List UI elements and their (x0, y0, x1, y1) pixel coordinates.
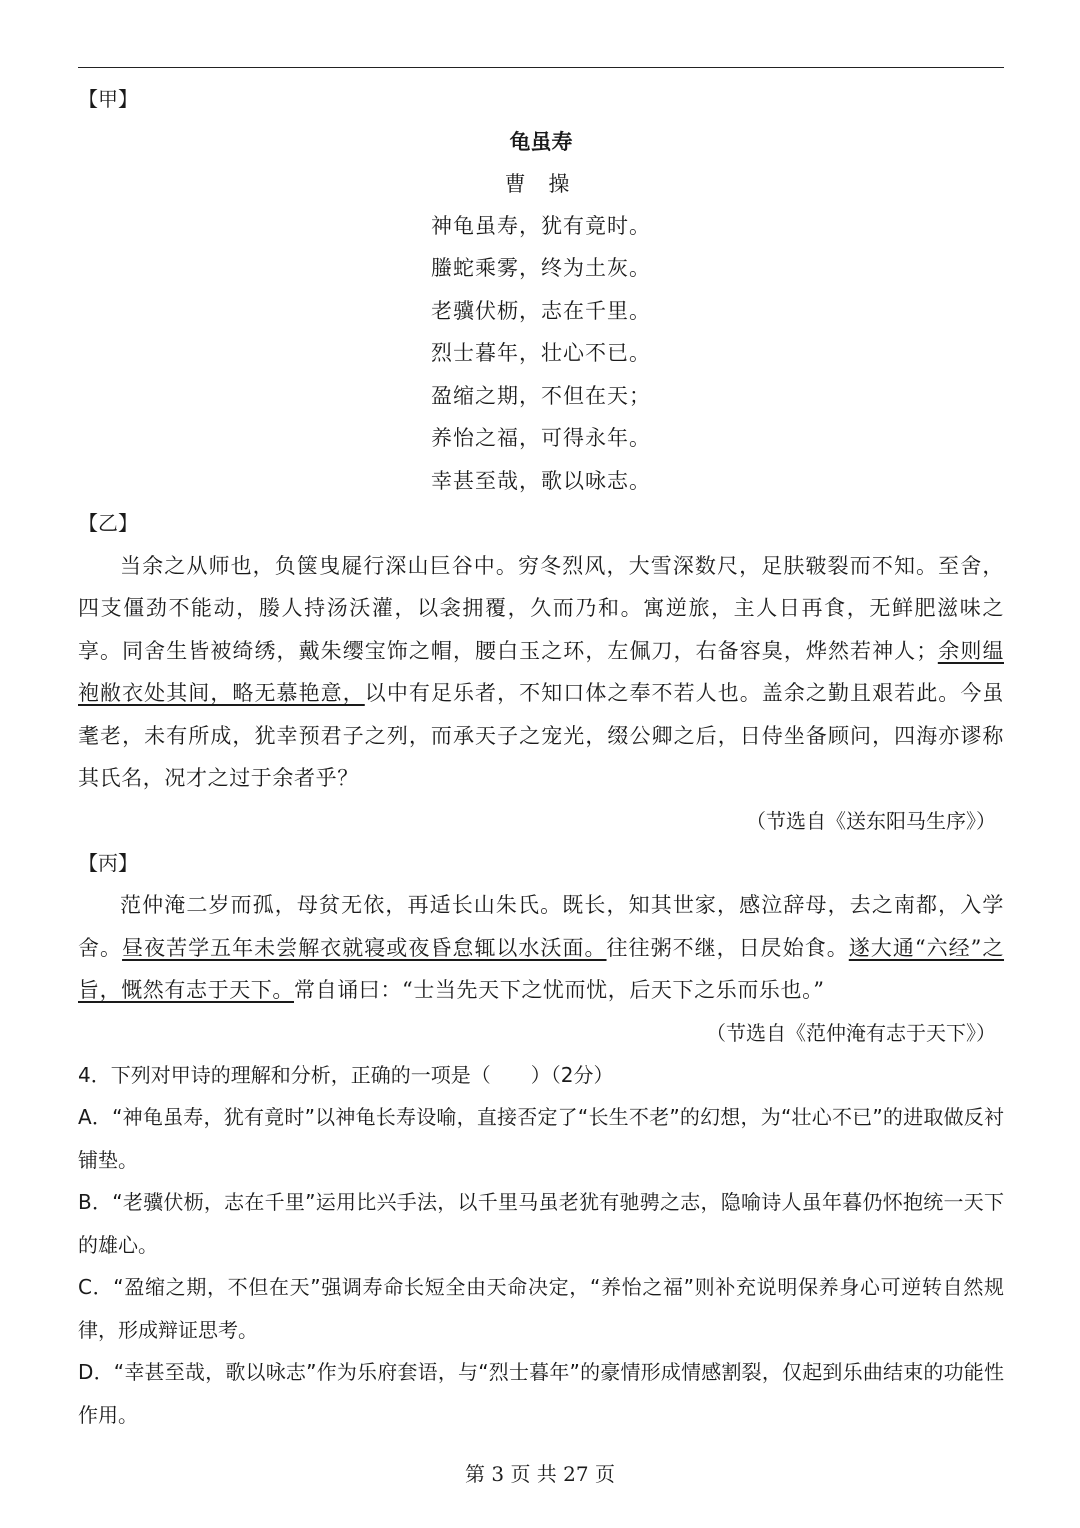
question-option-d: D．“幸甚至哉，歌以咏志”作为乐府套语，与“烈士暮年”的豪情形成情感割裂，仅起到乐曲结束的功能性作用。 (78, 1360, 1004, 1427)
passage-bing-text-mid: 往往粥不继，日昃始食。 (606, 935, 849, 960)
passage-yi-underlined: 余则缊袍敝衣处其间，略无慕艳意， (78, 638, 1004, 705)
header-rule (78, 67, 1004, 68)
section-bing-label: 【丙】 (78, 850, 138, 875)
passage-bing-text-rest: 常自诵曰：“士当先天下之忧而忧，后天下之乐而乐也。” (294, 978, 825, 1002)
poem-line: 螣蛇乘雾，终为土灰。 (431, 256, 651, 280)
question-stem: 4．下列对甲诗的理解和分析，正确的一项是（ ）（2分） (78, 1062, 614, 1087)
poem-line: 幸甚至哉，歌以咏志。 (431, 468, 651, 493)
passage-bing-underlined-1: 昼夜苦学五年未尝解衣就寝或夜昏怠辄以水沃面。 (122, 935, 607, 960)
passage-yi-text-rest: 以中有足乐者，不知口体之奉不若人也。盖余之勤且艰若此。今虽耄老，未有所成，犹幸预君子之列，而承天子之宠光，缀公卿之后，日侍坐备顾问，四海亦谬称其氏名，况才之过于余者乎？ (78, 681, 1004, 790)
page-number: 第 3 页 共 27 页 (465, 1462, 615, 1486)
source-bing: （节选自《范仲淹有志于天下》） (706, 1020, 996, 1045)
passage-bing (78, 884, 1004, 1012)
passage-bing-text: 范仲淹二岁而孤，母贫无依，再适长山朱氏。既长，知其世家，感泣辞母，去之南都，入学舍。 (78, 893, 1004, 960)
poem-line: 神龟虽寿，犹有竟时。 (431, 213, 651, 238)
question-option-a: A．“神龟虽寿，犹有竟时”以神龟长寿设喻，直接否定了“长生不老”的幻想，为“壮心不已”的进取做反衬铺垫。 (78, 1105, 1004, 1172)
poem-line: 盈缩之期，不但在天； (431, 383, 651, 408)
question-option-c: C．“盈缩之期，不但在天”强调寿命长短全由天命决定，“养怡之福”则补充说明保养身心可逆转自然规律，形成辩证思考。 (78, 1275, 1004, 1342)
passage-yi (78, 545, 1004, 800)
question-option-b: B．“老骥伏枥，志在千里”运用比兴手法，以千里马虽老犹有驰骋之志，隐喻诗人虽年暮仍怀抱统一天下的雄心。 (78, 1190, 1004, 1257)
poem-line: 老骥伏枥，志在千里。 (431, 298, 651, 323)
passage-bing-underlined-2: 遂大通“六经”之旨，慨然有志于天下。 (78, 935, 1005, 1002)
poem-line: 烈士暮年，壮心不已。 (431, 341, 651, 365)
poem-title: 龟虽寿 (509, 129, 573, 154)
poem-author: 曹 操 (504, 171, 578, 196)
exam-page (78, 78, 1004, 1436)
passage-yi-text: 当余之从师也，负箧曳屣行深山巨谷中。穷冬烈风，大雪深数尺，足肤皲裂而不知。至舍，四支僵劲不能动，媵人持汤沃灌，以衾拥覆，久而乃和。寓逆旅，主人日再食，无鲜肥滋味之享。同舍生皆被绮绣，戴朱缨宝饰之帽，腰白玉之环，左佩刀，右备容臭，烨然若神人； (78, 553, 1004, 663)
section-yi-label: 【乙】 (78, 511, 138, 535)
poem-line: 养怡之福，可得永年。 (431, 426, 651, 450)
source-yi: （节选自《送东阳马生序》） (746, 808, 996, 833)
section-jia-label: 【甲】 (78, 87, 138, 111)
